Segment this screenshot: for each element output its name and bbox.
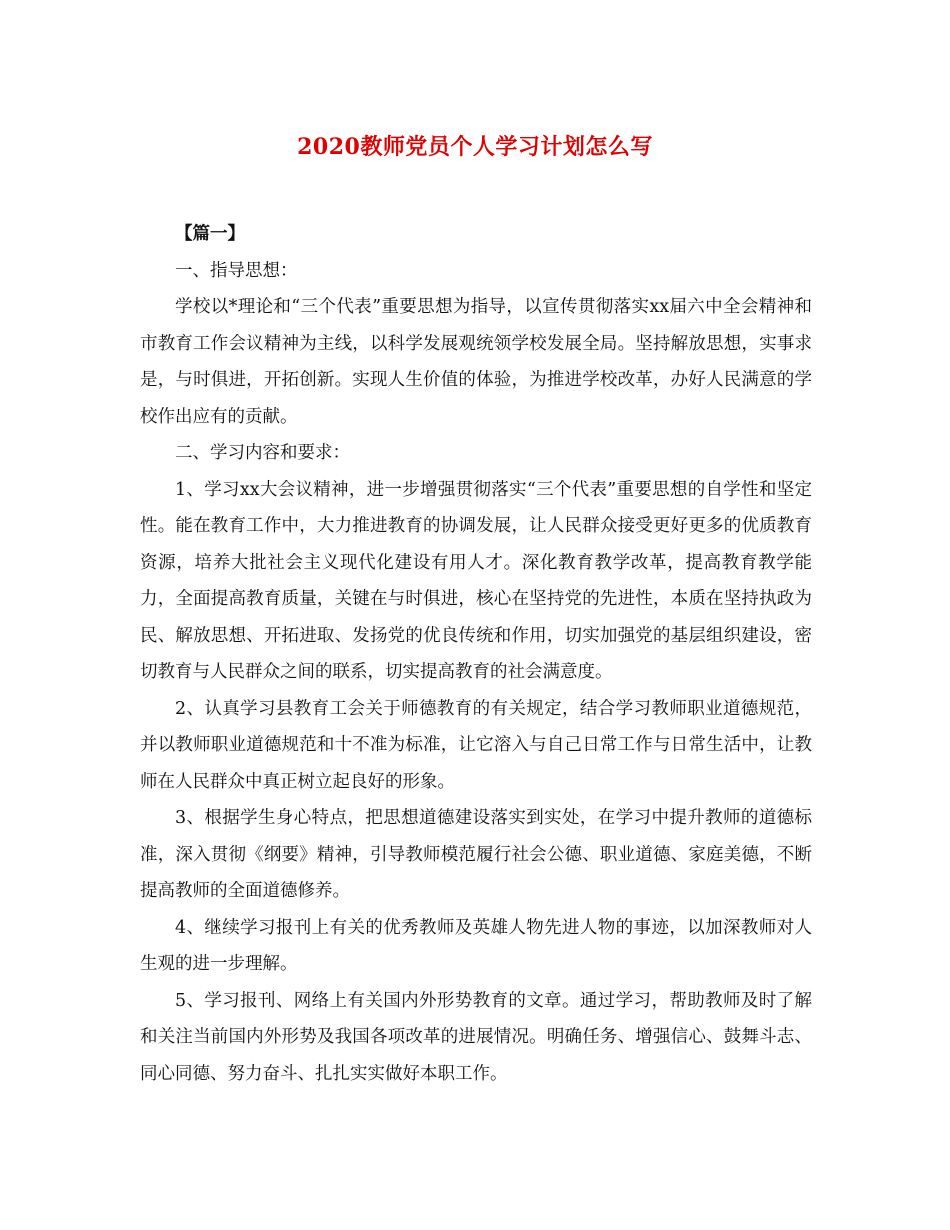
document-title: 2020教师党员个人学习计划怎么写 <box>297 134 653 160</box>
list-item-4: 4、继续学习报刊上有关的优秀教师及英雄人物先进人物的事迹，以加深教师对人生观的进一步理解。 <box>140 917 812 974</box>
list-item-3: 3、根据学生身心特点，把思想道德建设落实到实处，在学习中提升教师的道德标准，深入贯彻《纲要》精神，引导教师模范履行社会公德、职业道德、家庭美德，不断提高教师的全面道德修养。 <box>140 808 812 901</box>
document-body <box>140 216 812 1092</box>
paragraph-guiding-ideology: 学校以*理论和“三个代表”重要思想为指导，以宣传贯彻落实xx届六中全会精神和市教育工作会议精神为主线，以科学发展观统领学校发展全局。坚持解放思想，实事求是，与时俱进，开拓创新。实现人生价值的体验，为推进学校改革，办好人民满意的学校作出应有的贡献。 <box>140 297 812 427</box>
list-item-5: 5、学习报刊、网络上有关国内外形势教育的文章。通过学习，帮助教师及时了解和关注当前国内外形势及我国各项改革的进展情况。明确任务、增强信心、鼓舞斗志、同心同德、努力奋斗、扎扎实实做好本职工作。 <box>140 990 812 1084</box>
list-item-1: 1、学习xx大会议精神，进一步增强贯彻落实“三个代表”重要思想的自学性和坚定性。能在教育工作中，大力推进教育的协调发展，让人民群众接受更好更多的优质教育资源，培养大批社会主义现代化建设有用人才。深化教育教学改革，提高教育教学能力，全面提高教育质量，关键在与时俱进，核心在坚持党的先进性，本质在坚持执政为民、解放思想、开拓进取、发扬党的优良传统和作用，切实加强党的基层组织建设，密切教育与人民群众之间的联系，切实提高教育的社会满意度。 <box>140 479 812 682</box>
section-label: 【篇一】 <box>175 224 245 244</box>
heading-study-content: 二、学习内容和要求： <box>175 443 350 463</box>
list-item-2: 2、认真学习县教育工会关于师德教育的有关规定，结合学习教师职业道德规范，并以教师职业道德规范和十不准为标准，让它溶入与自己日常工作与日常生活中，让教师在人民群众中真正树立起良好的形象。 <box>140 698 812 792</box>
heading-guiding-ideology: 一、指导思想： <box>175 260 298 281</box>
